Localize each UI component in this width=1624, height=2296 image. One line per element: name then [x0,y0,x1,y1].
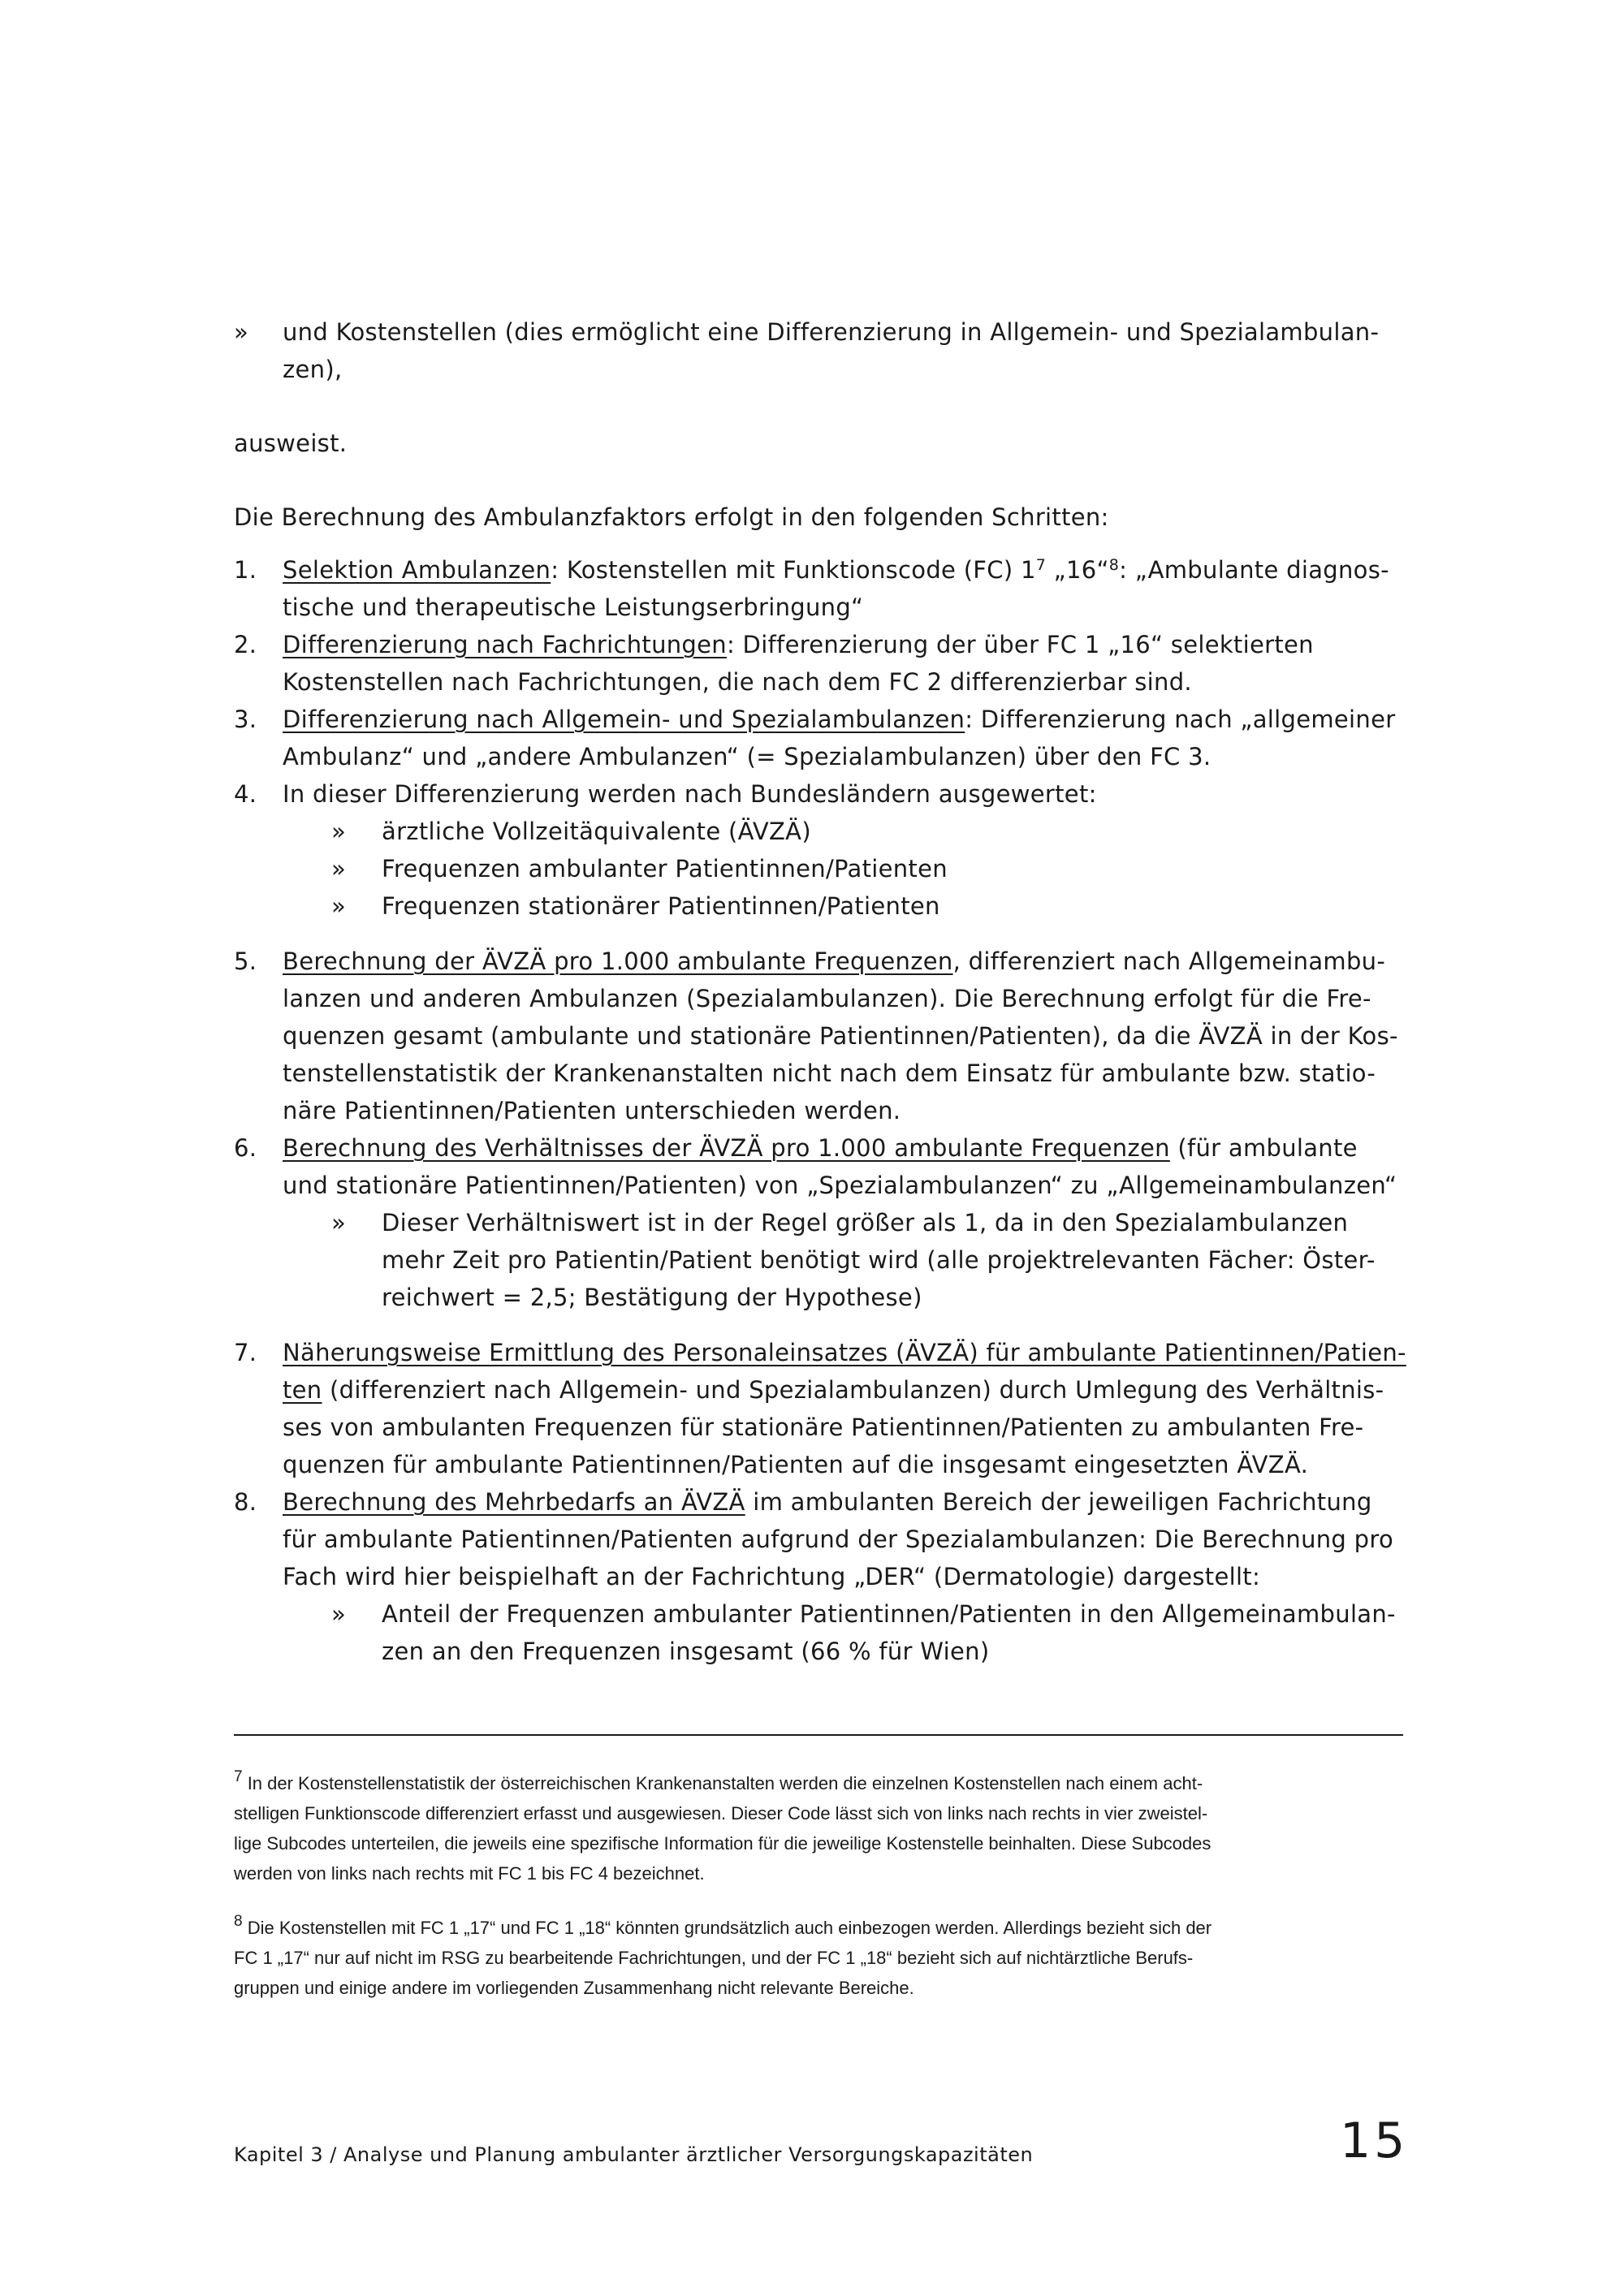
text-line [283,1483,1372,1521]
step-heading: Berechnung des Mehrbedarfs an ÄVZÄ [283,1488,745,1516]
step-heading: Differenzierung nach Fachrichtungen [283,631,727,658]
sub-bullet: reichwert = 2,5; Bestätigung der Hypothese) [382,1284,922,1311]
text-span: (für ambulante [1169,1134,1358,1162]
bullet-glyph: » [234,318,249,346]
footnote-mark: 8 [234,1913,243,1930]
text-line: lanzen und anderen Ambulanzen (Spezialambulanzen). Die Berechnung erfolgt für die Fre- [283,985,1371,1012]
bullet-glyph: » [331,1600,347,1628]
text-line: werden von links nach rechts mit FC 1 bis FC 4 bezeichnet. [234,1863,705,1884]
text-line [283,943,1385,980]
step-heading: Berechnung der ÄVZÄ pro 1.000 ambulante Frequenzen [283,947,953,975]
text-span: Die Kostenstellen mit FC 1 „17“ und FC 1 „18“ könnten grundsätzlich auch einbezogen werden. Allerdings bezieht sich der [242,1918,1212,1938]
text-line [283,1129,1358,1167]
text-line: Fach wird hier beispielhaft an der Fachrichtung „DER“ (Dermatologie) dargestellt: [283,1563,1261,1590]
step-heading: Differenzierung nach Allgemein- und Spezialambulanzen [283,706,965,733]
text-line: Kostenstellen nach Fachrichtungen, die nach dem FC 2 differenzierbar sind. [283,668,1192,696]
sub-bullet: Frequenzen ambulanter Patientinnen/Patienten [382,855,948,883]
text-span: : Kostenstellen mit Funktionscode (FC) 1 [551,556,1036,584]
text-line: gruppen und einige andere im vorliegenden Zusammenhang nicht relevante Bereiche. [234,1978,914,1998]
step-number: 4. [234,780,257,808]
text-line [234,1913,1212,1943]
text-span: „16“ [1046,556,1109,584]
text-line [283,701,1395,738]
text-line [283,551,1389,589]
text-line: stelligen Funktionscode differenziert erfasst und ausgewiesen. Dieser Code lässt sich von links nach rechts in vier zweistel- [234,1803,1208,1823]
text-line: für ambulante Patientinnen/Patienten aufgrund der Spezialambulanzen: Die Berechnung pro [283,1526,1394,1553]
text-line [234,1768,1203,1798]
step-heading: Selektion Ambulanzen [283,556,551,584]
text-line: Ambulanz“ und „andere Ambulanzen“ (= Spezialambulanzen) über den FC 3. [283,743,1212,770]
text-span: : „Ambulante diagnos- [1119,556,1389,584]
text-line: In dieser Differenzierung werden nach Bundesländern ausgewertet: [283,780,1097,808]
step-heading: ten [283,1376,322,1404]
sub-bullet: zen an den Frequenzen insgesamt (66 % für Wien) [382,1638,990,1665]
text-line [283,1371,1384,1409]
text-line: quenzen für ambulante Patientinnen/Patienten auf die insgesamt eingesetzten ÄVZÄ. [283,1451,1309,1478]
sub-bullet: Anteil der Frequenzen ambulanter Patientinnen/Patienten in den Allgemeinambulan- [382,1600,1396,1628]
text-span: In der Kostenstellenstatistik der österreichischen Krankenanstalten werden die einzelnen Kostenstellen nach einem acht- [242,1773,1203,1793]
text-line: ausweist. [234,429,348,457]
step-number: 3. [234,706,257,733]
footnote-ref-8[interactable]: 8 [1108,556,1120,574]
step-number: 1. [234,556,257,584]
text-span: : Differenzierung der über FC 1 „16“ selektierten [726,631,1314,658]
footnote-ref-7[interactable]: 7 [1035,556,1047,574]
text-span: : Differenzierung nach „allgemeiner [965,706,1396,733]
text-line: FC 1 „17“ nur auf nicht im RSG zu bearbeitende Fachrichtungen, und der FC 1 „18“ bezieht sich auf nichtärztliche Berufs- [234,1948,1194,1968]
bullet-glyph: » [331,1209,347,1236]
bullet-glyph: » [331,855,347,883]
text-line [283,1334,1406,1371]
text-line: ses von ambulanten Frequenzen für stationäre Patientinnen/Patienten zu ambulanten Fre- [283,1413,1364,1441]
page-footer: Kapitel 3 / Analyse und Planung ambulanter ärztlicher Versorgungskapazitäten [234,2143,1034,2166]
text-line: quenzen gesamt (ambulante und stationäre Patientinnen/Patienten), da die ÄVZÄ in der Kos- [283,1022,1398,1050]
footnote-divider [234,1734,1403,1736]
bullet-glyph: » [331,818,347,845]
step-number: 8. [234,1488,257,1516]
text-span: , differenziert nach Allgemeinambu- [952,947,1386,975]
footnote-mark: 7 [234,1768,243,1785]
sub-bullet: ärztliche Vollzeitäquivalente (ÄVZÄ) [382,818,811,845]
step-heading: Berechnung des Verhältnisses der ÄVZÄ pro 1.000 ambulante Frequenzen [283,1134,1170,1162]
sub-bullet: mehr Zeit pro Patientin/Patient benötigt wird (alle projektrelevanten Fächer: Öster- [382,1246,1376,1274]
page-number: 15 [1340,2113,1409,2169]
sub-bullet: Frequenzen stationärer Patientinnen/Patienten [382,892,940,920]
text-line: zen), [283,356,343,383]
text-line: tische und therapeutische Leistungserbringung“ [283,593,864,621]
sub-bullet: Dieser Verhältniswert ist in der Regel größer als 1, da in den Spezialambulanzen [382,1209,1349,1236]
step-number: 7. [234,1339,257,1366]
step-number: 5. [234,947,257,975]
text-line: lige Subcodes unterteilen, die jeweils eine spezifische Information für die jeweilige Kostenstelle beinhalten. Diese Subcodes [234,1833,1212,1854]
text-line: näre Patientinnen/Patienten unterschieden werden. [283,1097,901,1124]
text-line: tenstellenstatistik der Krankenanstalten nicht nach dem Einsatz für ambulante bzw. statio- [283,1060,1376,1087]
text-span: im ambulanten Bereich der jeweiligen Fachrichtung [745,1488,1372,1516]
text-span: (differenziert nach Allgemein- und Spezialambulanzen) durch Umlegung des Verhältnis- [322,1376,1384,1404]
text-line: und stationäre Patientinnen/Patienten) von „Spezialambulanzen“ zu „Allgemeinambulanzen“ [283,1172,1397,1199]
text-line: und Kostenstellen (dies ermöglicht eine Differenzierung in Allgemein- und Spezialambulan- [283,318,1380,346]
step-heading: Näherungsweise Ermittlung des Personaleinsatzes (ÄVZÄ) für ambulante Patientinnen/Patien- [283,1339,1406,1366]
bullet-glyph: » [331,892,347,920]
text-line: Die Berechnung des Ambulanzfaktors erfolgt in den folgenden Schritten: [234,503,1109,531]
text-line [283,626,1314,663]
step-number: 6. [234,1134,257,1162]
step-number: 2. [234,631,257,658]
